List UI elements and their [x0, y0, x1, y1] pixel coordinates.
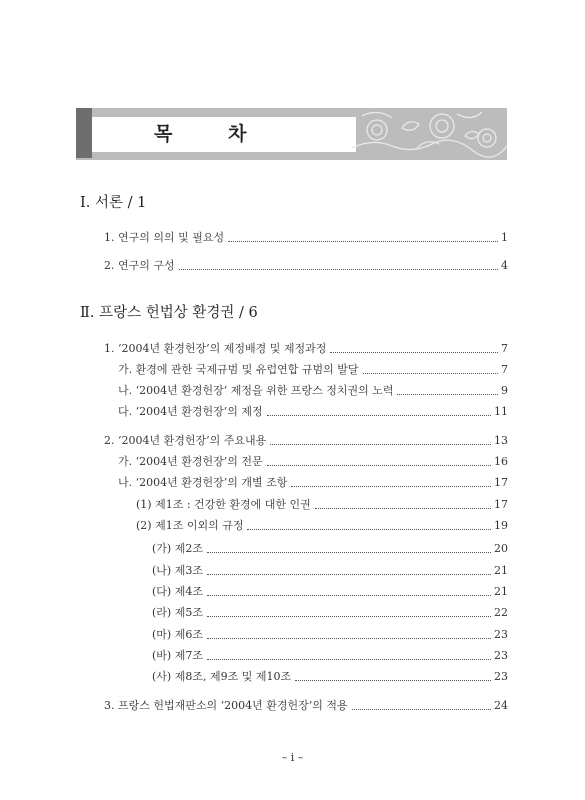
toc-entry-page: 7: [501, 363, 508, 376]
banner-accent-bar: [76, 108, 92, 158]
toc-leader-dots: [179, 269, 498, 270]
toc-leader-dots: [352, 709, 491, 710]
toc-entry[interactable]: [152, 604, 508, 622]
floral-ornament-icon: [347, 108, 507, 158]
toc-entry-page: 4: [501, 259, 508, 272]
toc-banner: [76, 108, 507, 158]
toc-entry-page: 17: [494, 498, 508, 511]
toc-entry-title: (사) 제8조, 제9조 및 제10조: [152, 670, 292, 683]
toc-entry-page: 23: [494, 649, 508, 662]
toc-entry-title: 나. ‘2004년 환경헌장’ 제정을 위한 프랑스 정치권의 노력: [118, 384, 394, 397]
toc-heading: [92, 117, 356, 152]
toc-entry-page: 17: [494, 476, 508, 489]
toc-leader-dots: [207, 552, 491, 553]
toc-entry-page: 23: [494, 628, 508, 641]
toc-leader-dots: [363, 373, 499, 374]
toc-entry-title: 1. ‘2004년 환경헌장’의 제정배경 및 제정과정: [104, 342, 327, 355]
toc-leader-dots: [295, 680, 491, 681]
toc-entry-page: 9: [501, 384, 508, 397]
toc-entry-page: 11: [494, 405, 508, 418]
toc-leader-dots: [397, 394, 498, 395]
toc-entry-page: 21: [494, 585, 508, 598]
toc-entry[interactable]: [152, 540, 508, 558]
toc-entry[interactable]: [104, 229, 508, 247]
toc-entry-page: 21: [494, 564, 508, 577]
toc-entry-title: (라) 제5조: [152, 606, 203, 619]
toc-entry[interactable]: [104, 432, 508, 450]
toc-entry[interactable]: [152, 668, 508, 686]
toc-entry[interactable]: [104, 257, 508, 275]
toc-entry-page: 22: [494, 606, 508, 619]
toc-leader-dots: [247, 529, 491, 530]
toc-entry[interactable]: [152, 626, 508, 644]
toc-entry-title: 나. ‘2004년 환경헌장’의 개별 조항: [118, 476, 288, 489]
toc-entry[interactable]: [136, 496, 508, 514]
toc-entry-title: 다. ‘2004년 환경헌장’의 제정: [118, 405, 263, 418]
toc-entry-title: (2) 제1조 이외의 규정: [136, 519, 244, 532]
toc-entry-title: 2. ‘2004년 환경헌장’의 주요내용: [104, 434, 267, 447]
toc-entry[interactable]: [118, 474, 508, 492]
toc-heading-char-1: 목: [154, 123, 173, 145]
toc-leader-dots: [207, 659, 491, 660]
toc-entry-page: 7: [501, 342, 508, 355]
toc-entry-title: (나) 제3조: [152, 564, 203, 577]
toc-entry[interactable]: [104, 697, 508, 715]
section-heading-1: Ⅰ. 서론 / 1: [80, 195, 147, 211]
toc-entry-title: 가. 환경에 관한 국제규범 및 유럽연합 규범의 발달: [118, 363, 359, 376]
toc-leader-dots: [207, 574, 491, 575]
toc-entry[interactable]: [152, 647, 508, 665]
toc-leader-dots: [315, 508, 491, 509]
toc-leader-dots: [207, 638, 491, 639]
toc-entry-title: (바) 제7조: [152, 649, 203, 662]
toc-leader-dots: [267, 465, 491, 466]
toc-entry-title: 1. 연구의 의의 및 필요성: [104, 231, 225, 244]
toc-entry-title: 2. 연구의 구성: [104, 259, 175, 272]
toc-entry-page: 24: [494, 699, 508, 712]
toc-entry-page: 23: [494, 670, 508, 683]
toc-heading-char-2: 차: [228, 123, 247, 145]
toc-leader-dots: [267, 415, 491, 416]
toc-entry-title: (다) 제4조: [152, 585, 203, 598]
toc-entry-title: (마) 제6조: [152, 628, 203, 641]
toc-leader-dots: [291, 486, 491, 487]
toc-leader-dots: [330, 352, 498, 353]
toc-entry[interactable]: [152, 562, 508, 580]
toc-entry[interactable]: [118, 453, 508, 471]
toc-entry[interactable]: [118, 382, 508, 400]
toc-entry-page: 16: [494, 455, 508, 468]
toc-entry-page: 20: [494, 542, 508, 555]
toc-leader-dots: [207, 595, 491, 596]
toc-entry[interactable]: [104, 340, 508, 358]
toc-entry-title: (1) 제1조 : 건강한 환경에 대한 인권: [136, 498, 311, 511]
toc-entry-title: (가) 제2조: [152, 542, 203, 555]
toc-entry-title: 가. ‘2004년 환경헌장’의 전문: [118, 455, 263, 468]
banner-underline: [76, 158, 507, 160]
section-heading-2: Ⅱ. 프랑스 헌법상 환경권 / 6: [80, 305, 258, 321]
toc-entry-title: 3. 프랑스 헌법재판소의 ‘2004년 환경헌장’의 적용: [104, 699, 348, 712]
toc-entry-page: 19: [494, 519, 508, 532]
toc-entry[interactable]: [152, 583, 508, 601]
toc-entry[interactable]: [136, 517, 508, 535]
toc-leader-dots: [228, 241, 498, 242]
toc-entry-page: 1: [501, 231, 508, 244]
toc-leader-dots: [207, 616, 491, 617]
toc-entry[interactable]: [118, 403, 508, 421]
toc-leader-dots: [270, 444, 491, 445]
toc-entry[interactable]: [118, 361, 508, 379]
toc-entry-page: 13: [494, 434, 508, 447]
page-number-footer: – i –: [281, 751, 304, 764]
